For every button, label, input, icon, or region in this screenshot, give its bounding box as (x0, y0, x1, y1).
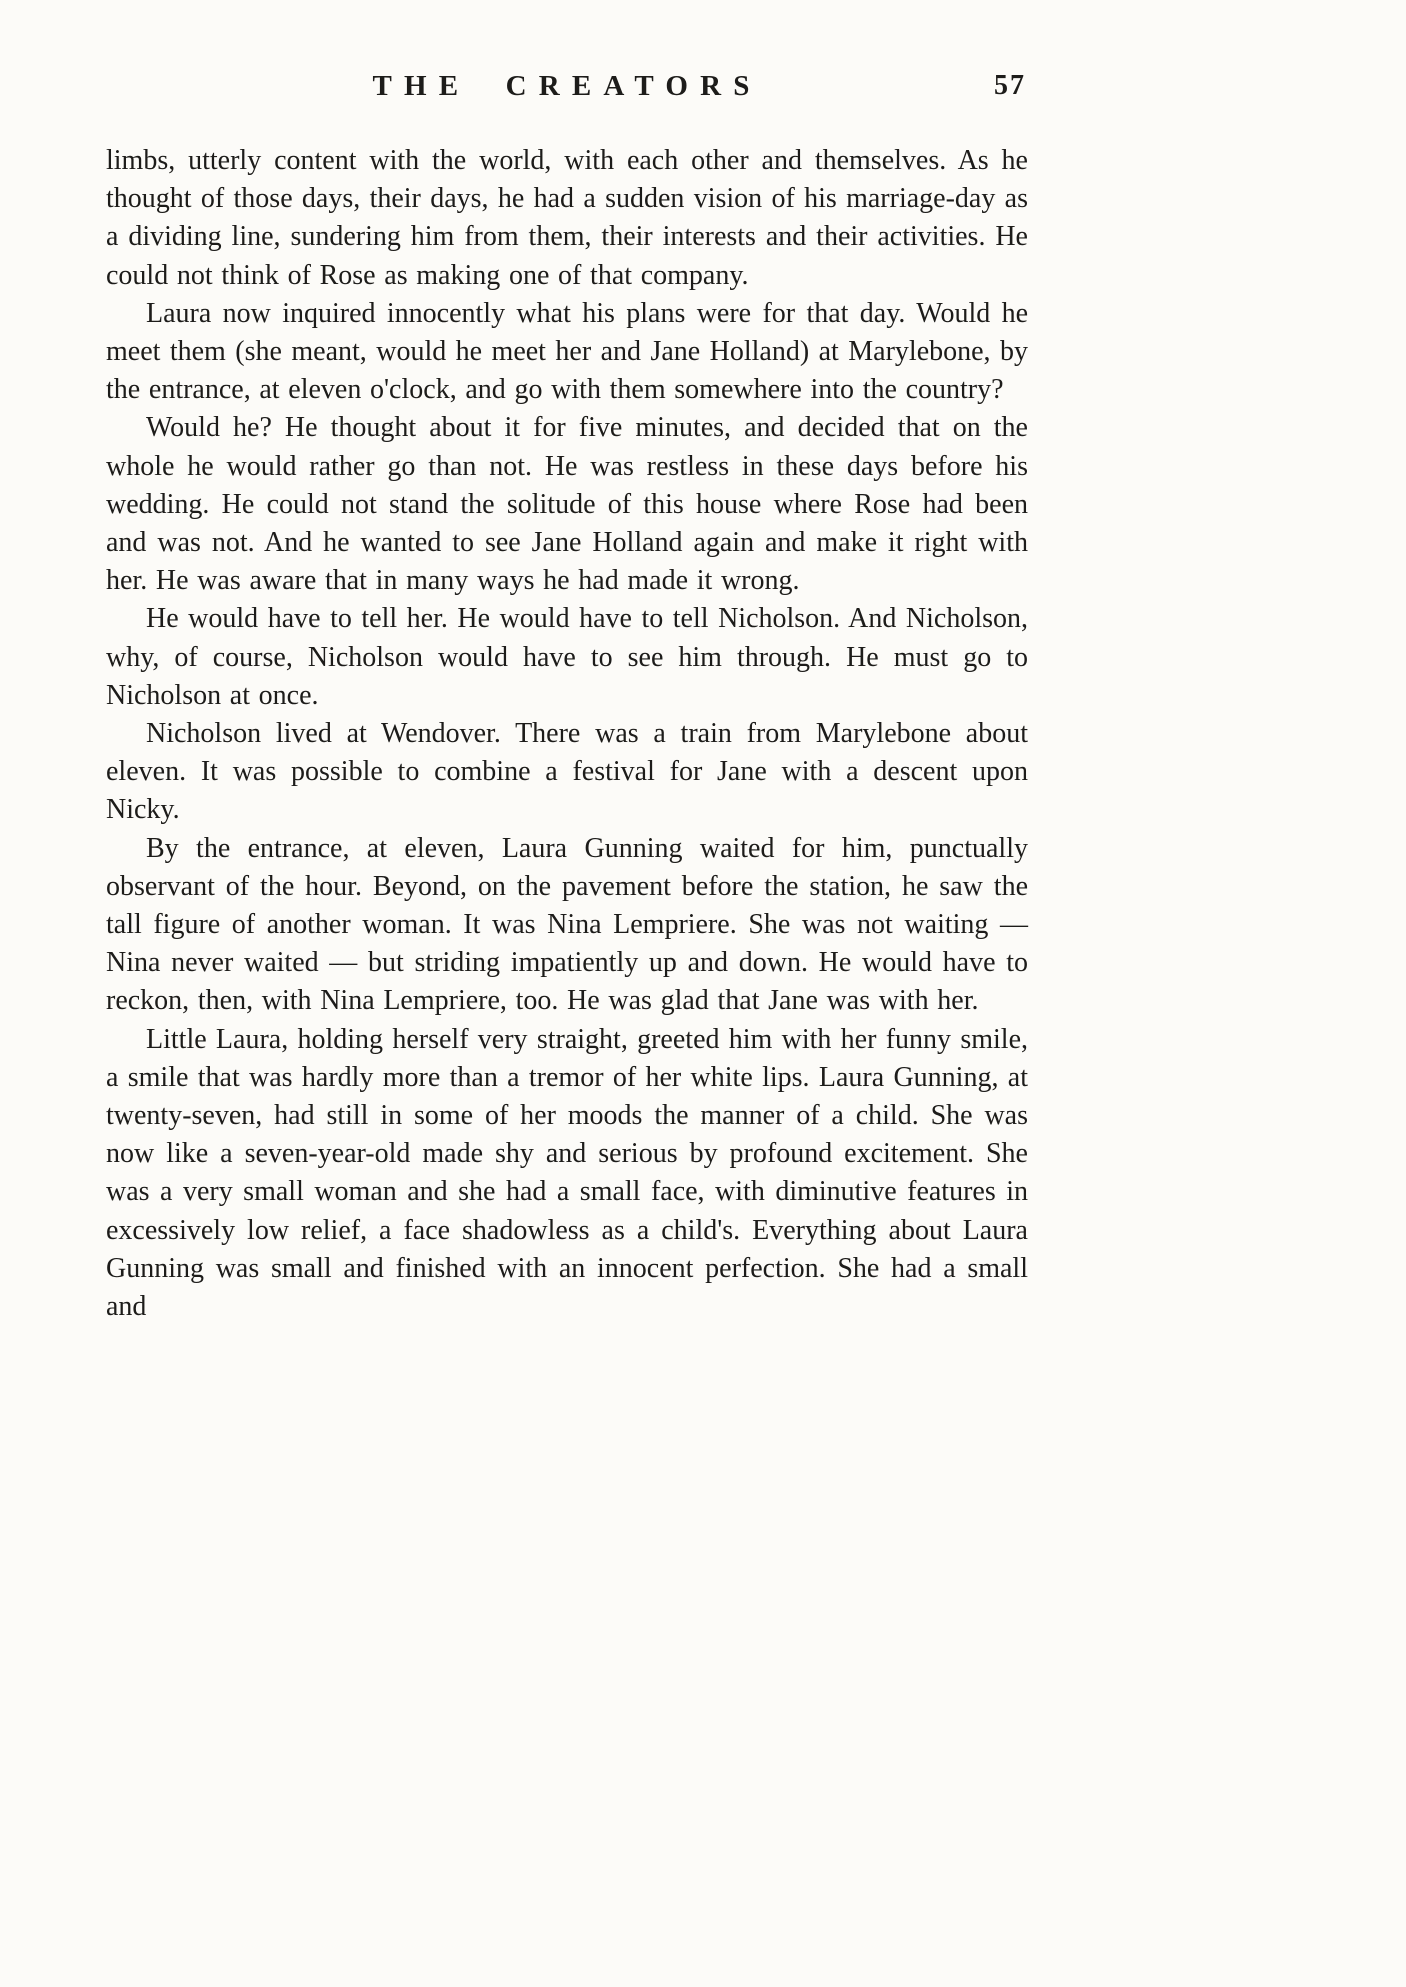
paragraph: Laura now inquired innocently what his plans were for that day. Would he meet them (she meant, would he meet her and Jane Holland) at Marylebone, by the entrance, at eleven o'clock, and go with them somewhere into the country? (106, 297, 1028, 406)
paragraph: Nicholson lived at Wendover. There was a train from Marylebone about eleven. It was possible to combine a festival for Jane with a descent upon Nicky. (106, 718, 1028, 826)
page-body (106, 142, 1028, 1326)
running-header (106, 70, 1028, 108)
page-number: 57 (994, 70, 1026, 101)
page-title: THE CREATORS (372, 70, 762, 102)
paragraph: He would have to tell her. He would have to tell Nicholson. And Nicholson, why, of course, Nicholson would have to see him through. He must go to Nicholson at once. (106, 603, 1028, 711)
paragraph: Little Laura, holding herself very straight, greeted him with her funny smile, a smile that was hardly more than a tremor of her white lips. Laura Gunning, at twenty-seven, had still in some of her moods the manner of a child. She was now like a seven-year-old made shy and serious by profound excitement. She was a very small woman and she had a small face, with diminutive features in excessively low relief, a face shadowless as a child's. Everything about Laura Gunning was small and finished with an innocent perfection. She had a small and (106, 1023, 1028, 1323)
paragraph: limbs, utterly content with the world, with each other and themselves. As he thought of those days, their days, he had a sudden vision of his marriage-day as a dividing line, sundering him from them, their interests and their activities. He could not think of Rose as making one of that company. (106, 145, 1028, 291)
paragraph: By the entrance, at eleven, Laura Gunning waited for him, punctually observant of the hour. Beyond, on the pavement before the station, he saw the tall figure of another woman. It was Nina Lempriere. She was not waiting — Nina never waited — but striding impatiently up and down. He would have to reckon, then, with Nina Lempriere, too. He was glad that Jane was with her. (106, 832, 1028, 1017)
text-block (106, 70, 1028, 1326)
paragraph: Would he? He thought about it for five minutes, and decided that on the whole he would rather go than not. He was restless in these days before his wedding. He could not stand the solitude of this house where Rose had been and was not. And he wanted to see Jane Holland again and make it right with her. He was aware that in many ways he had made it wrong. (106, 412, 1028, 597)
